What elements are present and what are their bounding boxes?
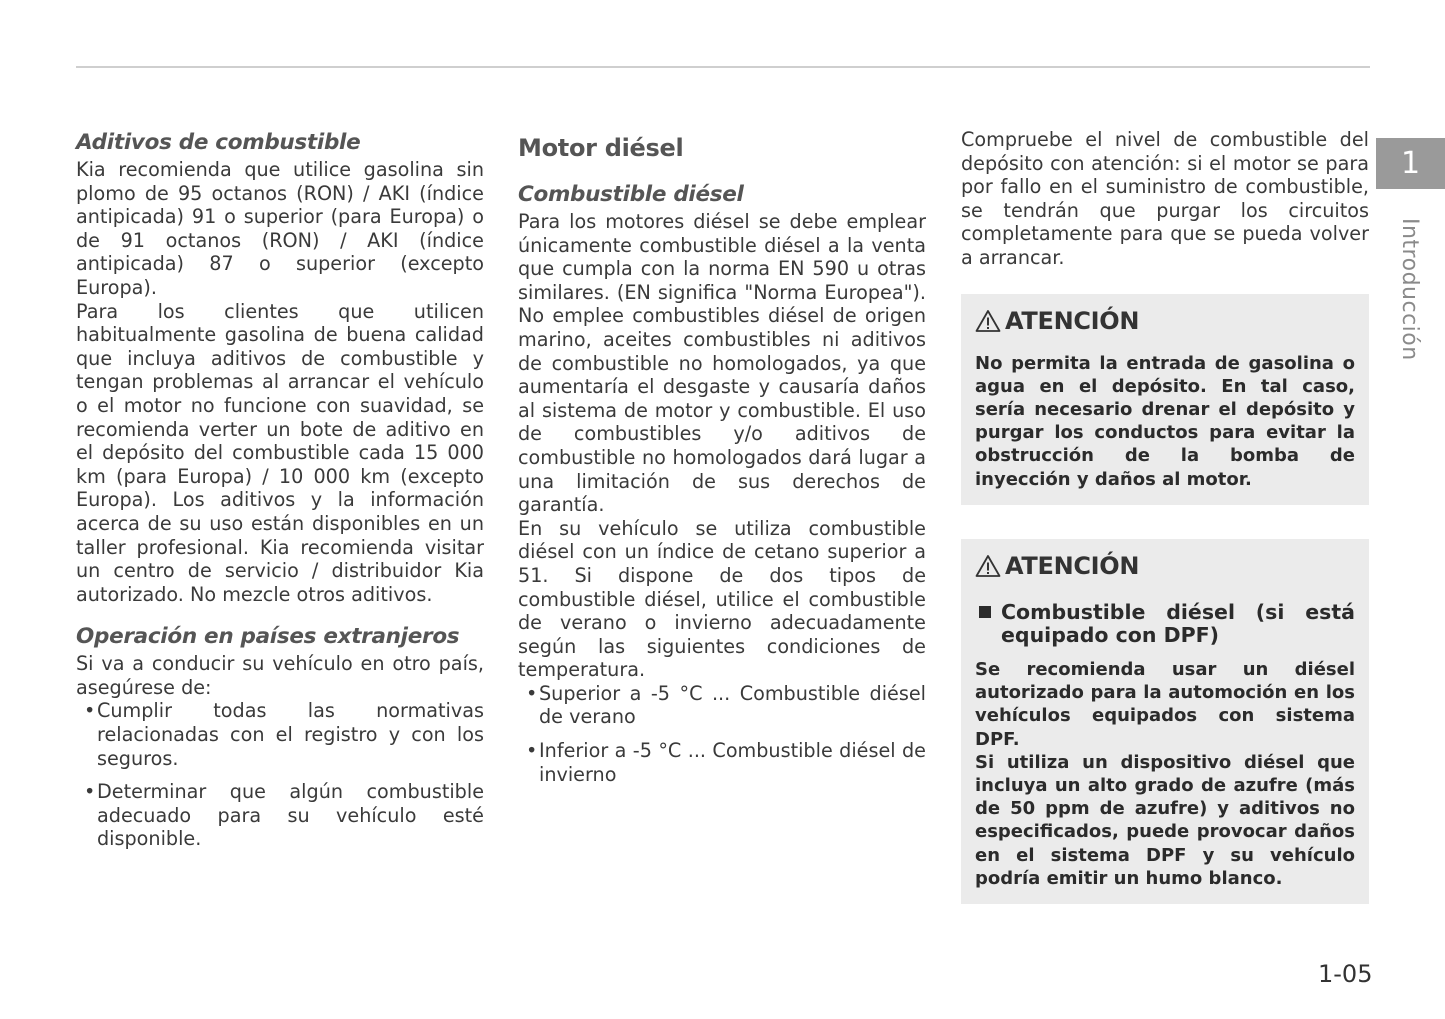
page-number: 1-05 bbox=[1318, 960, 1373, 988]
paragraph: Para los clientes que utilicen habitualmente gasolina de buena calidad que incluya aditivos de combustible y tengan problemas al arrancar el vehículo o el motor no funcione con suavidad, se recomienda verter un bote de aditivo en el depósito del combustible cada 15 000 km (para Europa) / 10 000 km (excepto Europa). Los aditivos y la información acerca de su uso están disponibles en un taller profesional. Kia recomienda visitar un centro de servicio / distribuidor Kia autorizado. No mezcle otros aditivos. bbox=[76, 299, 484, 606]
column-right bbox=[961, 128, 1369, 904]
warning-text: Se recomienda usar un diésel autorizado para la automoción en los vehículos equipados con sistema DPF. bbox=[975, 658, 1355, 750]
bullet-list bbox=[518, 682, 926, 786]
warning-text: No permita la entrada de gasolina o agua en el depósito. En tal caso, sería necesario drenar el depósito y purgar los conductos para evitar la obstrucción de la bomba de inyección y daños al motor. bbox=[975, 352, 1355, 490]
paragraph: Compruebe el nivel de combustible del depósito con atención: si el motor se para por fallo en el suministro de combustible, se tendrán que purgar los circuitos completamente para que se pueda volver a arrancar. bbox=[961, 128, 1369, 269]
heading-operacion: Operación en países extranjeros bbox=[76, 624, 460, 650]
paragraph: Kia recomienda que utilice gasolina sin plomo de 95 octanos (RON) / AKI (índice antipicada) 91 o superior (para Europa) o de 91 octanos (RON) / AKI (índice antipicada) 87 o superior (excepto Europa). bbox=[76, 158, 484, 299]
warning-triangle-icon bbox=[975, 554, 1001, 578]
warning-triangle-icon bbox=[975, 309, 1001, 333]
column-middle bbox=[518, 132, 926, 786]
paragraph: Si va a conducir su vehículo en otro país, asegúrese de: bbox=[76, 652, 484, 699]
header-rule bbox=[76, 66, 1370, 68]
warning-title bbox=[975, 304, 1355, 338]
paragraph: En su vehículo se utiliza combustible diésel con un índice de cetano superior a 51. Si dispone de dos tipos de combustible diésel, utilice el combustible de verano o invierno adecuadamente según las siguientes condiciones de temperatura. bbox=[518, 516, 926, 682]
heading-aditivos: Aditivos de combustible bbox=[76, 130, 361, 155]
chapter-side-label bbox=[1396, 218, 1426, 363]
paragraph: Para los motores diésel se debe emplear únicamente combustible diésel a la venta que cumpla con la norma EN 590 u otras similares. (EN significa "Norma Europea"). No emplee combustibles diésel de origen marino, aceites combustibles ni aditivos de combustible no homologados, ya que aumentaría el desgaste y causaría daños al sistema de motor y combustible. El uso de combustibles y/o aditivos de combustible no homologados dará lugar a una limitación de sus derechos de garantía. bbox=[518, 210, 926, 517]
list-item: • Inferior a -5 °C ... Combustible diésel de invierno bbox=[518, 739, 926, 786]
warning-box bbox=[961, 294, 1369, 505]
heading-motor-diesel: Motor diésel bbox=[518, 134, 684, 162]
warning-text: Si utiliza un dispositivo diésel que incluya un alto grado de azufre (más de 50 ppm de azufre) y aditivos no especificados, puede provocar daños en el sistema DPF y su vehículo podría emitir un humo blanco. bbox=[975, 751, 1355, 889]
warning-title bbox=[975, 549, 1355, 583]
column-left bbox=[76, 128, 484, 851]
heading-combustible-diesel: Combustible diésel bbox=[518, 182, 744, 207]
chapter-tab: 1 bbox=[1376, 138, 1445, 189]
warning-subheading bbox=[975, 601, 1355, 648]
warning-title-text: ATENCIÓN bbox=[1005, 306, 1140, 335]
list-item: • Cumplir todas las normativas relacionadas con el registro y con los seguros. bbox=[76, 699, 484, 770]
chapter-side-label-text: Introducción bbox=[1397, 218, 1422, 361]
warning-subheading-text: Combustible diésel (si está equipado con DPF) bbox=[1001, 599, 1355, 648]
bullet-list bbox=[76, 699, 484, 851]
list-item: • Determinar que algún combustible adecuado para su vehículo esté disponible. bbox=[76, 780, 484, 851]
square-bullet-icon bbox=[979, 606, 991, 618]
list-item: • Superior a -5 °C ... Combustible diésel de verano bbox=[518, 682, 926, 729]
warning-title-text: ATENCIÓN bbox=[1005, 551, 1140, 580]
warning-box-dpf bbox=[961, 539, 1369, 904]
